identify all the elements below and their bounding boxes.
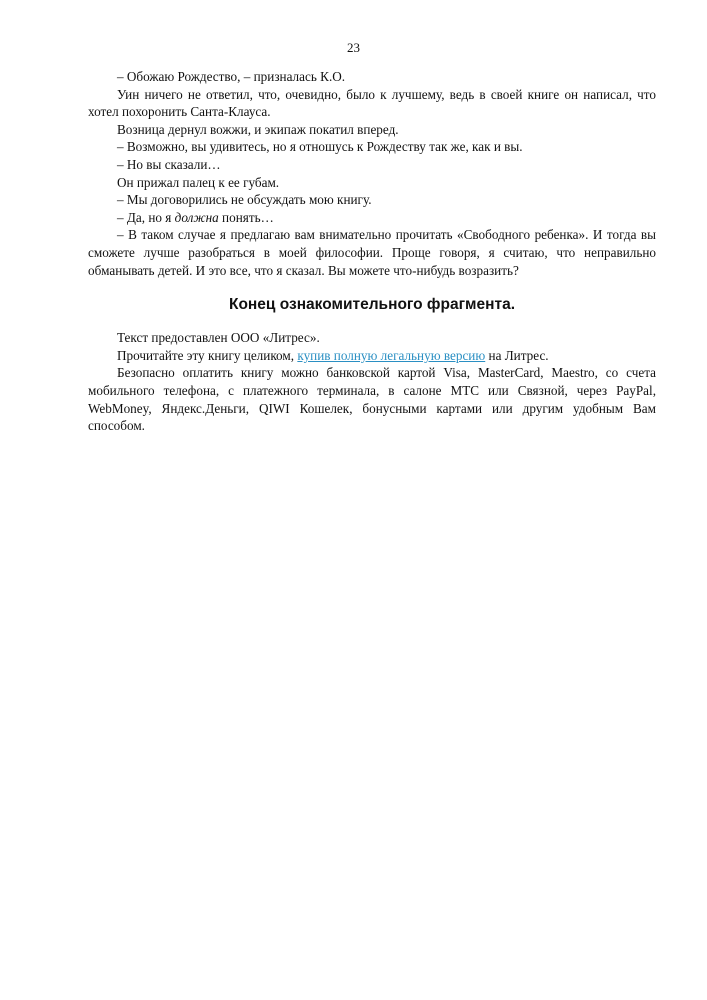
- buy-paragraph: [88, 347, 656, 365]
- paragraph-8: [88, 209, 656, 227]
- paragraph-2: Уин ничего не ответил, что, очевидно, было к лучшему, ведь в своей книге он написал, что хотел похоронить Санта-Клауса.: [88, 86, 656, 120]
- paragraph-1: – Обожаю Рождество, – призналась К.О.: [117, 69, 346, 84]
- page-number: 23: [347, 40, 360, 55]
- buy-text-start: Прочитайте эту книгу целиком,: [117, 347, 298, 363]
- paragraph-6: Он прижал палец к ее губам.: [117, 174, 280, 190]
- fragment-end-heading: Конец ознакомительного фрагмента.: [228, 296, 516, 314]
- paragraph-7: – Мы договорились не обсуждать мою книгу.: [117, 192, 372, 208]
- paragraph-8-start: – Да, но я: [117, 209, 175, 225]
- paragraph-3: Возница дернул вожжи, и экипаж покатил вперед.: [117, 121, 399, 137]
- buy-text-end: на Литрес.: [485, 347, 549, 363]
- paragraph-9: – В таком случае я предлагаю вам внимательно прочитать «Свободного ребенка». И тогда вы сможете лучше разобраться в моей философии. Проще говоря, я считаю, что неправильно обманывать детей. И это все, что я сказал. Вы можете что-нибудь возразить?: [88, 227, 656, 278]
- paragraph-8-end: понять…: [218, 209, 274, 225]
- buy-full-version-link[interactable]: купив полную легальную версию: [297, 347, 486, 363]
- provided-by-text: Текст предоставлен ООО «Литрес».: [117, 330, 320, 346]
- paragraph-5: – Но вы сказали…: [117, 156, 221, 172]
- paragraph-4: – Возможно, вы удивитесь, но я отношусь к Рождеству так же, как и вы.: [117, 139, 523, 155]
- page-body: [88, 68, 656, 435]
- paragraph-8-emphasis: должна: [174, 209, 219, 225]
- payment-paragraph: Безопасно оплатить книгу можно банковской картой Visa, MasterCard, Maestro, со счета мобильного телефона, с платежного терминала, в салоне МТС или Связной, через PayPal, WebMoney, Яндекс.Деньги, QIWI Кошелек, бонусными картами или другим удобным Вам способом.: [88, 365, 656, 434]
